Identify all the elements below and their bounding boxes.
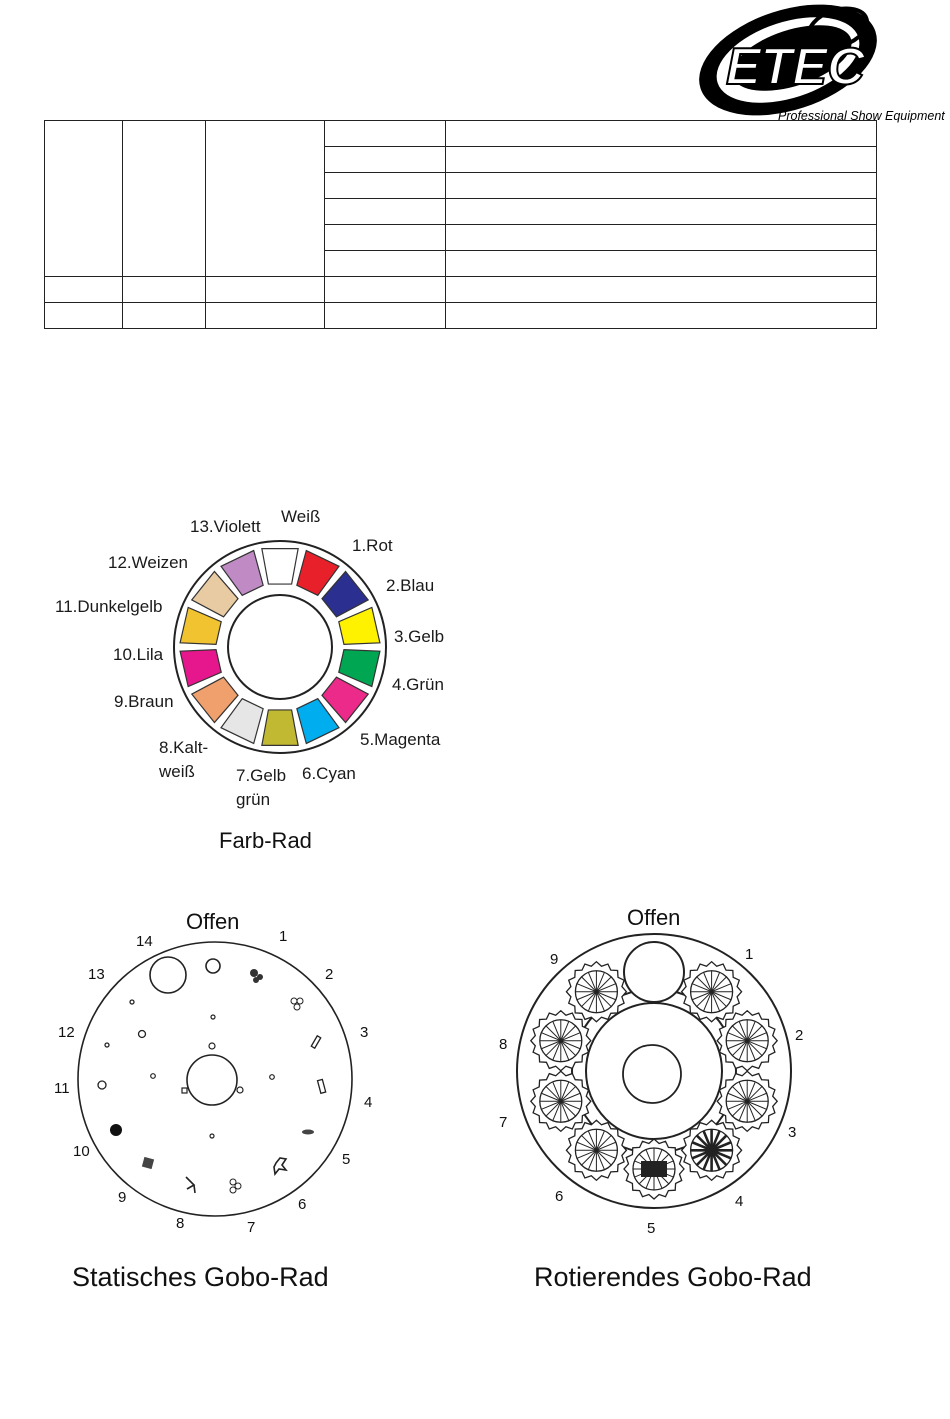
table-cell	[325, 251, 446, 277]
static-number-10: 10	[73, 1143, 90, 1160]
rotating-number-4: 4	[735, 1193, 744, 1210]
rotating-number-8: 8	[499, 1036, 508, 1053]
rotating-number-7: 7	[499, 1114, 508, 1131]
gobo-11-pattern	[110, 1124, 122, 1136]
table-cell	[325, 303, 446, 329]
etec-logo	[688, 0, 945, 125]
label-gruen: 4.Grün	[392, 675, 444, 694]
table-cell	[325, 147, 446, 173]
rotating-number-6: 6	[555, 1188, 564, 1205]
static-number-5: 5	[342, 1151, 351, 1168]
label-kaltweiss-2: weiß	[159, 762, 195, 781]
table-cell	[206, 277, 325, 303]
static-number-7: 7	[247, 1219, 256, 1236]
static-number-4: 4	[364, 1094, 373, 1111]
static-number-13: 13	[88, 966, 105, 983]
table-cell	[325, 199, 446, 225]
static-number-2: 2	[325, 966, 334, 983]
gobo-gear-2	[717, 1011, 777, 1071]
label-gelbgruen-2: grün	[236, 790, 271, 809]
gobo-gear-8	[531, 1011, 591, 1071]
rotating-gobo-caption: Rotierendes Gobo-Rad	[534, 1262, 812, 1292]
table-cell	[123, 277, 206, 303]
table-row	[45, 121, 877, 147]
label-blau: 2.Blau	[386, 576, 435, 595]
static-number-1: 1	[279, 928, 288, 945]
table-cell	[45, 303, 123, 329]
static-gobo-caption: Statisches Gobo-Rad	[72, 1262, 329, 1292]
label-rot: 1.Rot	[352, 536, 393, 555]
table-row	[45, 303, 877, 329]
table-cell	[123, 121, 206, 277]
spec-table	[44, 120, 877, 329]
gobo-1-pattern	[206, 959, 220, 973]
gobo-gear-5	[624, 1139, 684, 1199]
color-slot	[262, 710, 298, 745]
static-number-14: 14	[136, 933, 153, 950]
table-cell	[446, 199, 877, 225]
label-dunkelgelb: 11.Dunkelgelb	[55, 597, 163, 616]
static-number-9: 9	[118, 1189, 127, 1206]
table-cell	[446, 121, 877, 147]
svg-text:ETEC: ETEC	[726, 38, 865, 96]
table-cell	[123, 303, 206, 329]
static-number-3: 3	[360, 1024, 369, 1041]
label-violett: 13.Violett	[190, 517, 261, 536]
gobo-gear-7	[531, 1071, 591, 1131]
gobo-gear-3	[717, 1071, 777, 1131]
table-cell	[45, 121, 123, 277]
static-gobo-wheel	[76, 940, 356, 1220]
label-weiss: Weiß	[281, 507, 321, 526]
static-open-label: Offen	[186, 909, 240, 934]
rotating-number-5: 5	[647, 1220, 656, 1237]
table-cell	[446, 147, 877, 173]
table-cell	[325, 277, 446, 303]
static-number-8: 8	[176, 1215, 185, 1232]
table-cell	[325, 121, 446, 147]
rotating-open-label: Offen	[627, 905, 681, 930]
color-wheel-caption: Farb-Rad	[219, 828, 312, 853]
table-cell	[446, 173, 877, 199]
table-row	[45, 277, 877, 303]
color-slot	[262, 549, 298, 584]
color-wheel	[170, 537, 390, 757]
static-center-hole	[187, 1055, 237, 1105]
rotating-number-3: 3	[788, 1124, 797, 1141]
label-lila: 10.Lila	[113, 645, 164, 664]
label-braun: 9.Braun	[114, 692, 174, 711]
table-cell	[446, 277, 877, 303]
rotating-number-9: 9	[550, 951, 559, 968]
table-cell	[446, 251, 877, 277]
table-cell	[325, 225, 446, 251]
label-weizen: 12.Weizen	[108, 553, 189, 572]
rotating-gobo-wheel	[515, 932, 795, 1212]
label-gelbgruen-1: 7.Gelb	[236, 766, 287, 785]
table-cell	[446, 303, 877, 329]
table-cell	[206, 121, 325, 277]
label-magenta: 5.Magenta	[360, 730, 441, 749]
table-cell	[206, 303, 325, 329]
table-cell	[45, 277, 123, 303]
table-cell	[325, 173, 446, 199]
static-number-6: 6	[298, 1196, 307, 1213]
label-cyan: 6.Cyan	[302, 764, 356, 783]
rotating-number-1: 1	[745, 946, 754, 963]
table-cell	[446, 225, 877, 251]
svg-text:Professional Show Equipment: Professional Show Equipment	[778, 109, 945, 123]
gobo-6-pattern	[302, 1130, 314, 1135]
rotating-number-2: 2	[795, 1027, 804, 1044]
static-number-11: 11	[54, 1080, 70, 1097]
static-open-slot	[150, 957, 186, 993]
rot-open-slot	[624, 942, 684, 1002]
label-kaltweiss-1: 8.Kalt-	[159, 738, 209, 757]
rot-center-hole	[623, 1045, 681, 1103]
label-gelb: 3.Gelb	[394, 627, 445, 646]
static-number-12: 12	[58, 1024, 75, 1041]
